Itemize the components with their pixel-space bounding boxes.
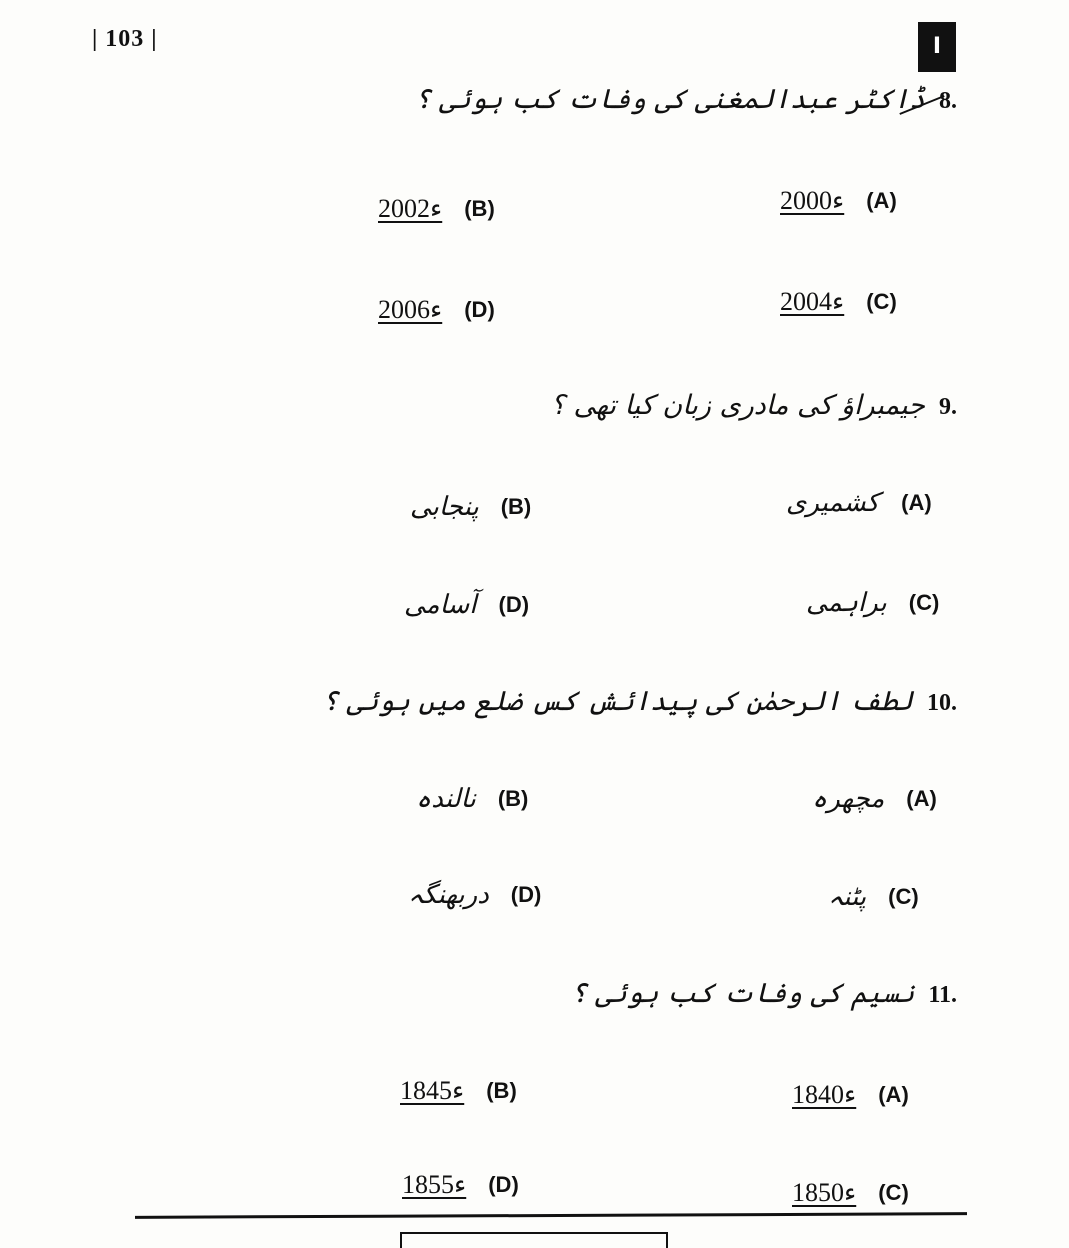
option-value: نالندہ — [416, 784, 476, 814]
question-text: نسیم کی وفات کب ہوئی ؟ — [570, 978, 915, 1009]
footer-rule — [135, 1212, 967, 1219]
option-label: (A) — [866, 188, 897, 213]
option-label: (A) — [878, 1082, 909, 1107]
option-value: دربھنگہ — [408, 880, 489, 910]
question-9 — [551, 390, 957, 421]
option-value: براہمی — [806, 588, 887, 618]
question-11 — [571, 978, 957, 1009]
option-label: (B) — [500, 494, 532, 519]
option-11c[interactable] — [792, 1178, 909, 1208]
option-label: (C) — [908, 590, 940, 615]
option-10b[interactable] — [416, 784, 528, 814]
question-text: لطف الرحمٰن کی پیدائش کس ضلع میں ہوئی ؟ — [322, 686, 913, 717]
option-8a[interactable] — [780, 186, 897, 216]
option-value: 2004ء — [780, 287, 845, 316]
option-value: 1850ء — [792, 1178, 857, 1207]
option-label: (D) — [498, 592, 530, 617]
option-label: (C) — [878, 1180, 909, 1205]
option-label: (D) — [464, 297, 495, 322]
option-label: (A) — [906, 786, 937, 811]
option-label: (A) — [901, 490, 932, 515]
option-9a[interactable] — [786, 488, 932, 518]
option-8b[interactable] — [378, 194, 495, 224]
question-10 — [322, 686, 957, 717]
option-11a[interactable] — [792, 1080, 909, 1110]
option-value: 2000ء — [780, 186, 845, 215]
option-8d[interactable] — [378, 295, 495, 325]
option-8c[interactable] — [780, 287, 897, 317]
option-10a[interactable] — [812, 784, 937, 814]
question-number: 10. — [927, 690, 957, 716]
option-value: مچھرہ — [812, 784, 885, 814]
question-number: 11. — [928, 982, 957, 1008]
question-number: 8. — [939, 88, 957, 114]
question-8 — [415, 84, 957, 115]
footer-box — [400, 1232, 668, 1248]
option-label: (B) — [497, 786, 529, 811]
option-value: پنجابی — [410, 492, 479, 522]
option-label: (D) — [488, 1172, 519, 1197]
option-9c[interactable] — [806, 588, 939, 618]
section-marker: I — [918, 22, 956, 72]
option-9b[interactable] — [410, 492, 531, 522]
question-text: جیمبراؤ کی مادری زبان کیا تھی ؟ — [550, 390, 925, 421]
option-value: 1840ء — [792, 1080, 857, 1109]
question-number: 9. — [939, 394, 957, 420]
option-label: (C) — [866, 289, 897, 314]
option-value: پٹنہ — [828, 882, 867, 912]
option-10d[interactable] — [408, 880, 541, 910]
option-11b[interactable] — [400, 1076, 517, 1106]
option-value: آسامی — [404, 590, 477, 620]
option-10c[interactable] — [828, 882, 919, 912]
option-label: (B) — [464, 196, 495, 221]
option-11d[interactable] — [402, 1170, 519, 1200]
option-9d[interactable] — [404, 590, 529, 620]
option-value: کشمیری — [786, 488, 880, 518]
option-value: 1845ء — [400, 1076, 465, 1105]
option-value: 2006ء — [378, 295, 443, 324]
option-value: 2002ء — [378, 194, 443, 223]
option-label: (B) — [486, 1078, 517, 1103]
page-number: | 103 | — [92, 26, 158, 52]
question-text: ڈاکٹر عبدالمغنی کی وفات کب ہوئی ؟ — [414, 84, 925, 115]
option-value: 1855ء — [402, 1170, 467, 1199]
option-label: (C) — [888, 884, 919, 909]
option-label: (D) — [510, 882, 542, 907]
